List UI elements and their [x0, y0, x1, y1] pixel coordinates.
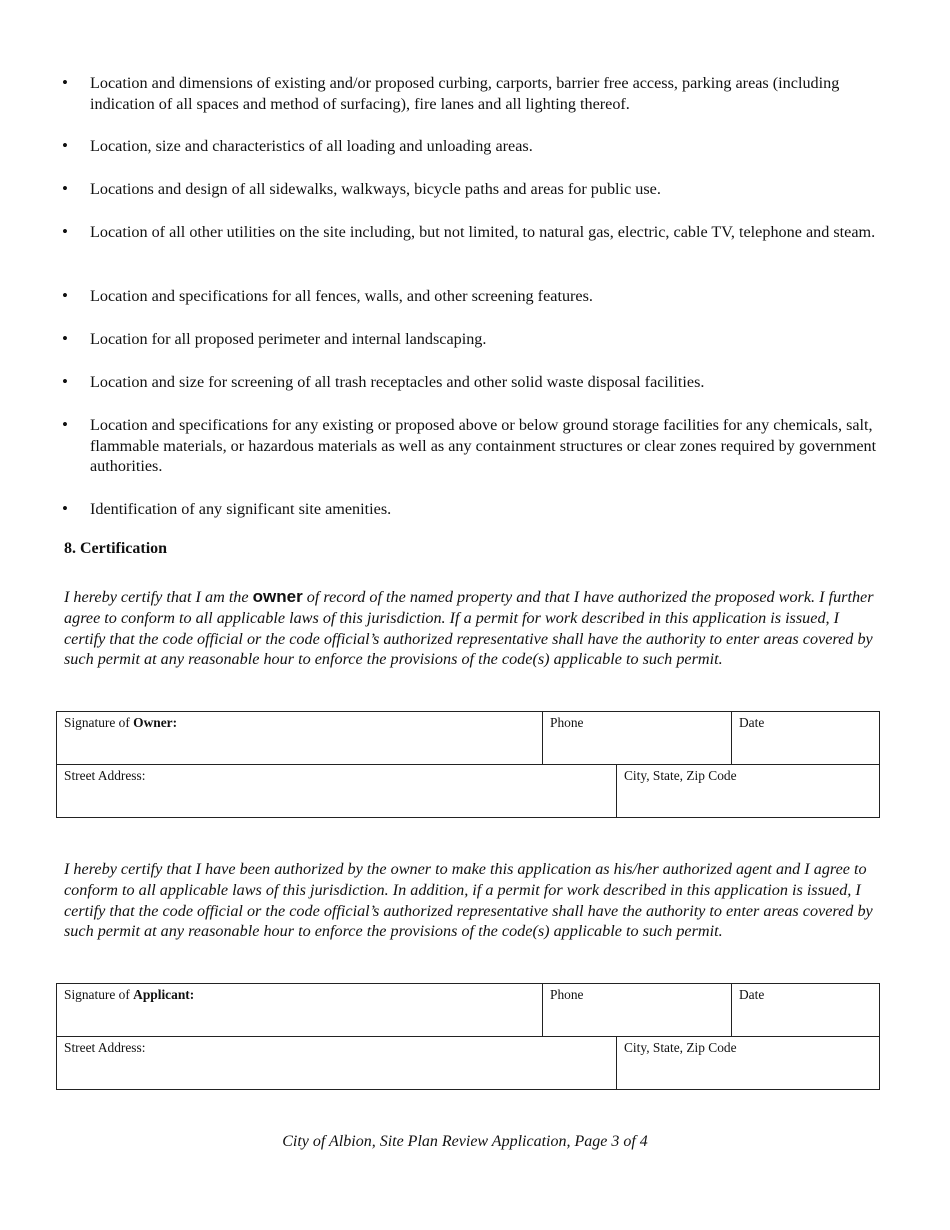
- list-item: • Location, size and characteristics of all loading and unloading areas.: [62, 136, 533, 157]
- signature-label: Signature of: [64, 715, 134, 730]
- applicant-signature-table: [56, 983, 880, 1090]
- applicant-address-row: [57, 1036, 879, 1089]
- street-label: Street Address:: [64, 1040, 146, 1055]
- owner-city-field[interactable]: [616, 765, 879, 817]
- owner-date-field[interactable]: [731, 712, 879, 764]
- list-item: • Location of all other utilities on the site including, but not limited, to natural gas, electric, cable TV, telephone and steam.: [62, 222, 875, 243]
- owner-cert-before: I hereby certify that I am the: [64, 588, 253, 606]
- owner-street-field[interactable]: [57, 765, 616, 817]
- signature-role: Applicant:: [133, 987, 195, 1002]
- owner-signature-row: [57, 712, 879, 764]
- owner-phone-field[interactable]: [542, 712, 731, 764]
- list-item: • Location and specifications for any existing or proposed above or below ground storage facilities for any chemicals, salt, flammable materials, or hazardous materials as well as any containment structures or clear zones required by government authorities.: [62, 415, 882, 477]
- city-label: City, State, Zip Code: [624, 768, 737, 783]
- list-item: • Locations and design of all sidewalks, walkways, bicycle paths and areas for public use.: [62, 179, 661, 200]
- list-item: • Location for all proposed perimeter and internal landscaping.: [62, 329, 486, 350]
- list-item: • Identification of any significant site amenities.: [62, 499, 391, 520]
- date-label: Date: [739, 987, 765, 1002]
- street-label: Street Address:: [64, 768, 146, 783]
- section-title: 8. Certification: [64, 540, 168, 557]
- applicant-signature-row: [57, 984, 879, 1036]
- list-item: • Location and dimensions of existing and/or proposed curbing, carports, barrier free access, parking areas (including indication of all spaces and method of surfacing), fire lanes and all lighting thereof.: [62, 73, 882, 114]
- owner-certification-text: [64, 587, 879, 670]
- applicant-street-field[interactable]: [57, 1037, 616, 1089]
- date-label: Date: [739, 715, 765, 730]
- city-label: City, State, Zip Code: [624, 1040, 737, 1055]
- page-footer: City of Albion, Site Plan Review Application, Page 3 of 4: [282, 1133, 648, 1150]
- applicant-phone-field[interactable]: [542, 984, 731, 1036]
- list-item: • Location and size for screening of all trash receptacles and other solid waste disposal facilities.: [62, 372, 704, 393]
- owner-address-row: [57, 764, 879, 817]
- list-item: • Location and specifications for all fences, walls, and other screening features.: [62, 286, 593, 307]
- phone-label: Phone: [550, 987, 584, 1002]
- signature-role: Owner:: [133, 715, 178, 730]
- applicant-date-field[interactable]: [731, 984, 879, 1036]
- signature-label: Signature of: [64, 987, 134, 1002]
- applicant-city-field[interactable]: [616, 1037, 879, 1089]
- owner-emphasis: owner: [252, 587, 303, 606]
- owner-signature-field[interactable]: [57, 712, 542, 764]
- phone-label: Phone: [550, 715, 584, 730]
- owner-signature-table: [56, 711, 880, 818]
- applicant-signature-field[interactable]: [57, 984, 542, 1036]
- agent-certification-text: I hereby certify that I have been authorized by the owner to make this application as his/her authorized agent and I agree to conform to all applicable laws of this jurisdiction. In addition, if a permit for work described in this application is issued, I certify that the code official or the code official’s authorized representative shall have the authority to enter areas covered by such permit at any reasonable hour to enforce the provisions of the code(s) applicable to such permit.: [64, 860, 873, 941]
- owner-cert-after: of record of the named property and that I have authorized the proposed work. I further agree to conform to all applicable laws of this jurisdiction. If a permit for work described in this application is issued, I certify that the code official or the code official’s authorized representative shall have the authority to enter areas covered by such permit at any reasonable hour to enforce the provisions of the code(s) applicable to such permit.: [64, 588, 874, 669]
